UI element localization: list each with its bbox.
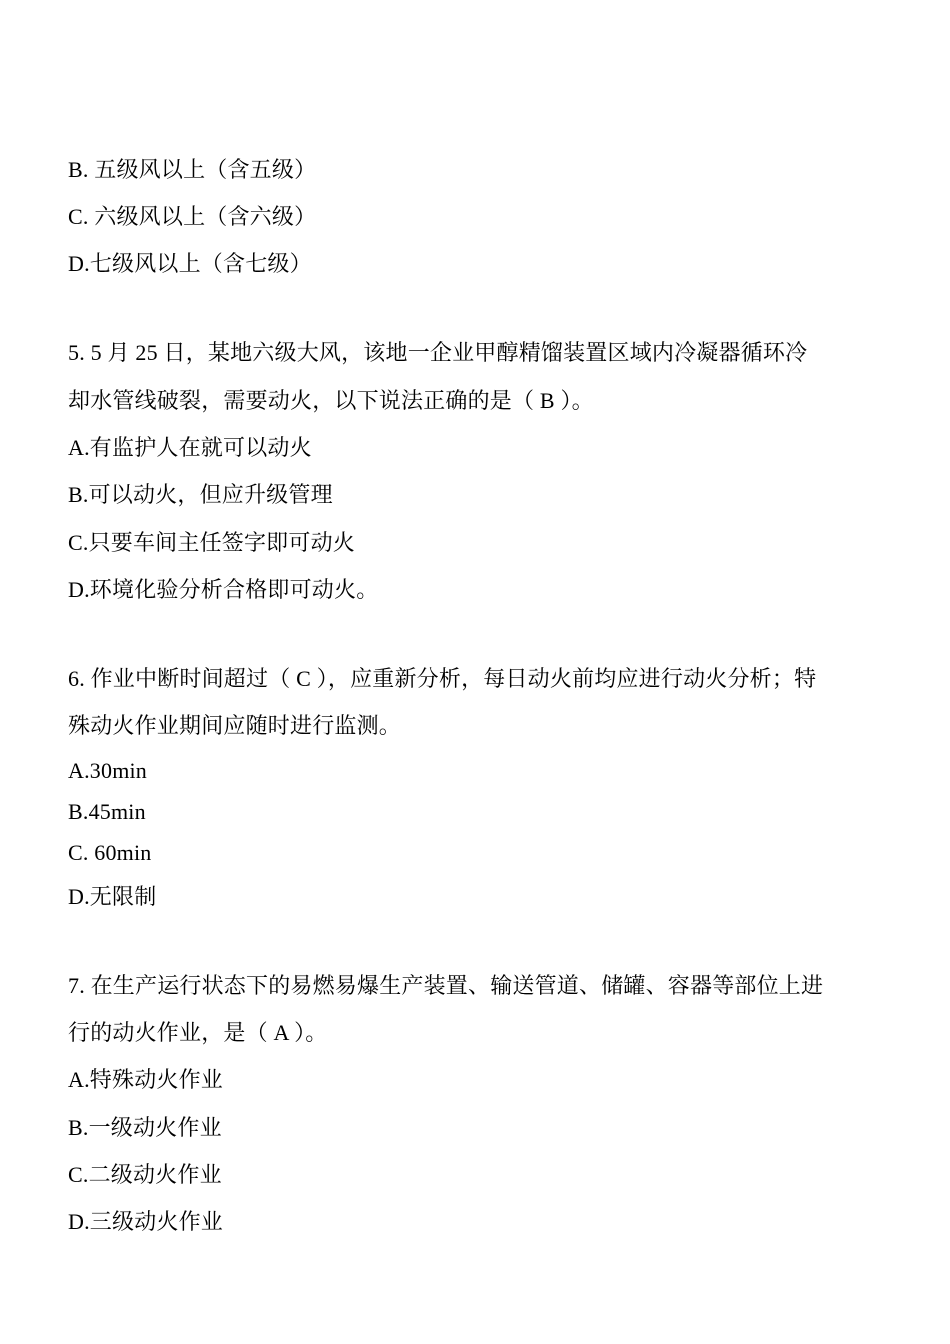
q7-option-d: D.三级动火作业 [68,1209,223,1234]
q7-question-line2: 行的动火作业，是（ A ）。 [68,1020,328,1045]
q7-question-line1: 7. 在生产运行状态下的易燃易爆生产装置、输送管道、储罐、容器等部位上进 [68,973,824,998]
q6-question-line1: 6. 作业中断时间超过（ C ），应重新分析，每日动火前均应进行动火分析；特 [68,666,817,691]
q4-option-c: C. 六级风以上（含六级） [68,204,317,229]
q6-option-a: A.30min [68,758,148,783]
q6-question-line2: 殊动火作业期间应随时进行监测。 [68,713,402,738]
q4-option-b: B. 五级风以上（含五级） [68,157,317,182]
q6-option-c: C. 60min [68,840,152,865]
q5-question-line2: 却水管线破裂，需要动火，以下说法正确的是（ B ）。 [68,388,594,413]
q7-option-c: C.二级动火作业 [68,1162,222,1187]
q5-option-b: B.可以动火，但应升级管理 [68,482,333,507]
q7-option-b: B.一级动火作业 [68,1115,222,1140]
q5-option-a: A.有监护人在就可以动火 [68,435,312,460]
q7-option-a: A.特殊动火作业 [68,1067,223,1092]
q5-option-d: D.环境化验分析合格即可动火。 [68,577,379,602]
q6-option-d: D.无限制 [68,884,157,909]
q5-question-line1: 5. 5 月 25 日，某地六级大风，该地一企业甲醇精馏装置区域内冷凝器循环冷 [68,340,808,365]
q4-option-d: D.七级风以上（含七级） [68,251,312,276]
q6-option-b: B.45min [68,799,146,824]
q5-option-c: C.只要车间主任签字即可动火 [68,530,355,555]
